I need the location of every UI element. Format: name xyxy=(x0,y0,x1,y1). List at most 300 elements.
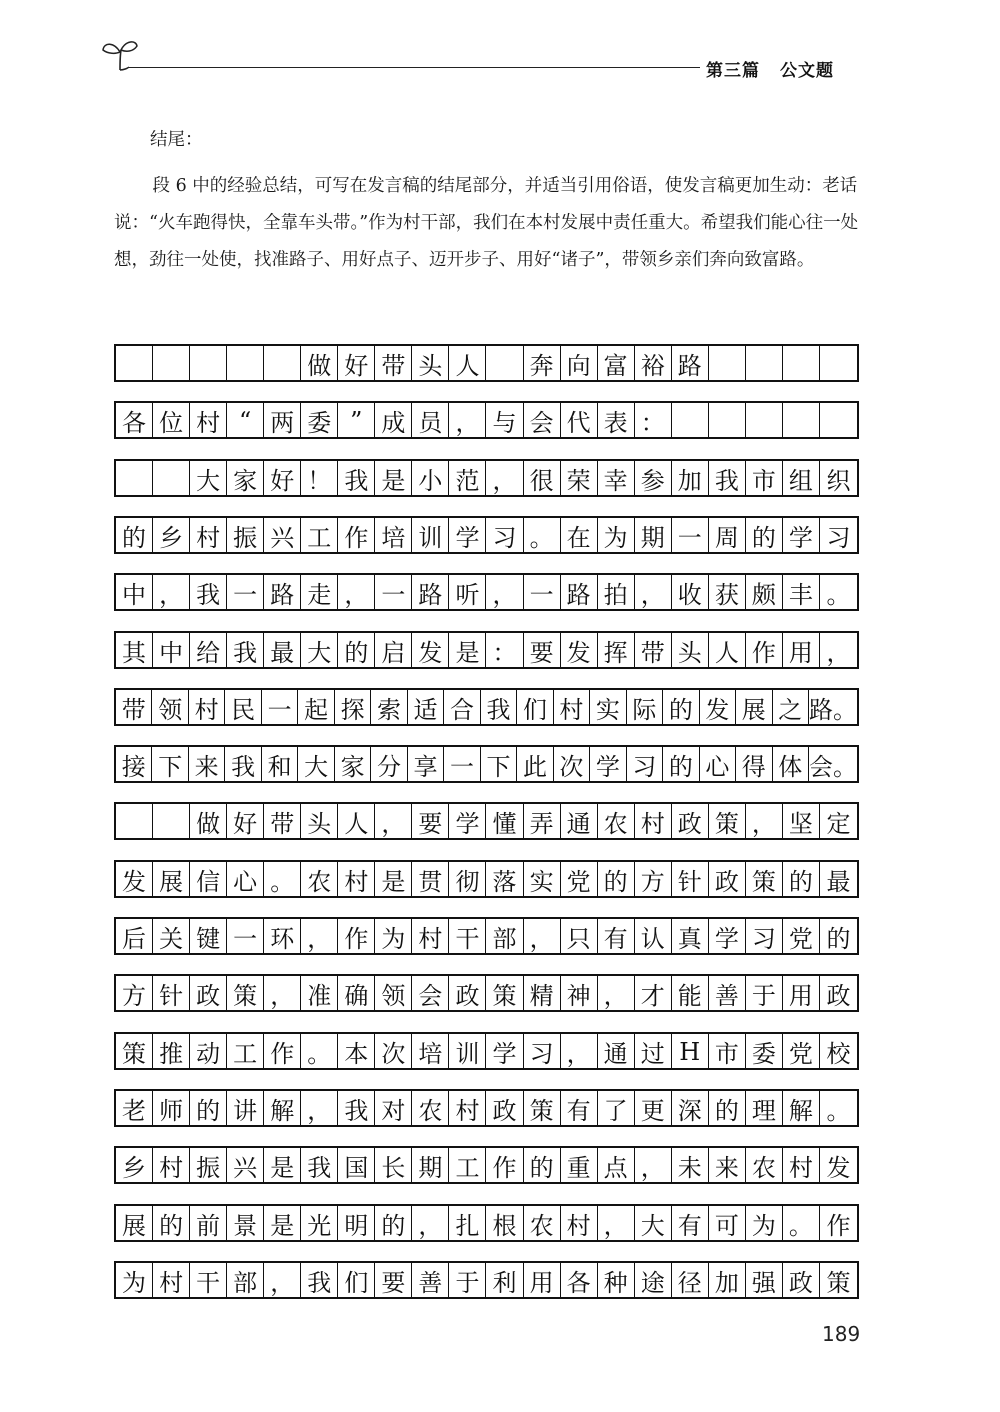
grid-cell: 神 xyxy=(561,976,598,1011)
grid-cell: 来 xyxy=(189,747,225,782)
grid-cell: 。 xyxy=(783,1206,820,1241)
grid-cell: 策 xyxy=(486,976,523,1011)
grid-cell xyxy=(153,804,190,839)
grid-cell: 只 xyxy=(561,919,598,954)
grid-cell: 适 xyxy=(408,690,444,725)
grid-cell: 探 xyxy=(335,690,371,725)
grid-cell: 中 xyxy=(153,633,190,668)
grid-cell: 是 xyxy=(375,862,412,897)
grid-cell: 各 xyxy=(116,403,153,438)
grid-cell: 光 xyxy=(301,1206,338,1241)
grid-cell: 做 xyxy=(301,346,338,381)
grid-cell: ， xyxy=(635,575,672,610)
grid-cell: 。 xyxy=(826,1097,851,1125)
grid-row xyxy=(114,573,859,611)
grid-cell: 范 xyxy=(449,461,486,496)
grid-row xyxy=(114,860,859,898)
grid-row xyxy=(114,459,859,497)
grid-cell: 奔 xyxy=(524,346,561,381)
grid-cell: 发 xyxy=(700,690,736,725)
grid-cell: 针 xyxy=(672,862,709,897)
grid-cell: 我 xyxy=(227,633,264,668)
grid-cell xyxy=(820,403,857,438)
grid-cell: 丰 xyxy=(783,575,820,610)
grid-cell: 培 xyxy=(412,1034,449,1069)
grid-cell: 期 xyxy=(412,1148,449,1183)
grid-cell: ， xyxy=(746,804,783,839)
grid-cell: 贯 xyxy=(412,862,449,897)
grid-cell: 讲 xyxy=(227,1091,264,1126)
grid-cell: 组 xyxy=(783,461,820,496)
grid-row xyxy=(114,344,859,382)
grid-cell: 用 xyxy=(783,976,820,1011)
grid-cell: 在 xyxy=(561,518,598,553)
grid-cell: 农 xyxy=(412,1091,449,1126)
grid-cell: 一 xyxy=(672,518,709,553)
grid-cell: 的 xyxy=(709,1091,746,1126)
grid-cell: 作 xyxy=(746,633,783,668)
grid-cell: 学 xyxy=(486,1034,523,1069)
grid-cell: 带 xyxy=(116,690,152,725)
grid-cell: 展 xyxy=(153,862,190,897)
grid-cell xyxy=(746,403,783,438)
grid-cell: 头 xyxy=(672,633,709,668)
grid-cell: 两 xyxy=(264,403,301,438)
grid-cell: 党 xyxy=(561,862,598,897)
grid-cell: 的 xyxy=(826,925,851,953)
grid-cell: 为 xyxy=(375,919,412,954)
grid-cell: 的 xyxy=(190,1091,227,1126)
grid-cell: 参 xyxy=(635,461,672,496)
grid-cell: ： xyxy=(635,403,672,438)
grid-cell: 确 xyxy=(338,976,375,1011)
grid-cell: 我 xyxy=(709,461,746,496)
grid-cell: 方 xyxy=(116,976,153,1011)
grid-cell: ， xyxy=(635,1148,672,1183)
grid-cell: 织 xyxy=(826,467,851,495)
grid-cell: 为 xyxy=(598,518,635,553)
grid-cell: 领 xyxy=(375,976,412,1011)
grid-cell: 路。 xyxy=(808,696,857,724)
grid-cell: 大 xyxy=(298,747,334,782)
grid-cell: 带 xyxy=(635,633,672,668)
grid-cell xyxy=(116,461,153,496)
grid-cell: 中 xyxy=(116,575,153,610)
section-subtitle: 公文题 xyxy=(780,61,834,81)
grid-cell: 路 xyxy=(412,575,449,610)
grid-cell: 路 xyxy=(264,575,301,610)
grid-cell: 次 xyxy=(375,1034,412,1069)
grid-cell: 根 xyxy=(486,1206,523,1241)
grid-cell: 展 xyxy=(116,1206,153,1241)
grid-cell: 弄 xyxy=(524,804,561,839)
grid-cell: 展 xyxy=(736,690,772,725)
grid-cell: 和 xyxy=(262,747,298,782)
grid-cell: 准 xyxy=(301,976,338,1011)
grid-cell: 头 xyxy=(301,804,338,839)
grid-cell: 习 xyxy=(486,518,523,553)
grid-row xyxy=(114,1261,859,1299)
grid-cell: 最 xyxy=(264,633,301,668)
header-rule xyxy=(128,67,700,68)
grid-cell xyxy=(709,403,746,438)
grid-cell: 其 xyxy=(116,633,153,668)
grid-row xyxy=(114,1089,859,1127)
grid-cell: 加 xyxy=(709,1263,746,1298)
grid-cell: 发 xyxy=(561,633,598,668)
grid-cell: 我 xyxy=(225,747,261,782)
grid-cell: 的 xyxy=(153,1206,190,1241)
grid-cell: 坚 xyxy=(783,804,820,839)
grid-cell: 理 xyxy=(746,1091,783,1126)
grid-cell: 更 xyxy=(635,1091,672,1126)
grid-cell: 政 xyxy=(486,1091,523,1126)
grid-cell: 政 xyxy=(449,976,486,1011)
grid-cell: 委 xyxy=(301,403,338,438)
grid-cell: 环 xyxy=(264,919,301,954)
grid-cell: 作 xyxy=(826,1212,851,1240)
grid-cell: 走 xyxy=(301,575,338,610)
grid-cell: 策 xyxy=(227,976,264,1011)
section-name: 第三篇 xyxy=(706,61,760,81)
grid-cell: 彻 xyxy=(449,862,486,897)
grid-cell: 荣 xyxy=(561,461,598,496)
grid-cell: 村 xyxy=(153,1263,190,1298)
grid-cell: 才 xyxy=(635,976,672,1011)
grid-cell: 政 xyxy=(826,982,851,1010)
grid-cell: 农 xyxy=(598,804,635,839)
grid-cell: 拍 xyxy=(598,575,635,610)
grid-cell: 我 xyxy=(190,575,227,610)
grid-cell: 本 xyxy=(338,1034,375,1069)
grid-cell: 农 xyxy=(746,1148,783,1183)
grid-cell: 善 xyxy=(412,1263,449,1298)
grid-row xyxy=(114,688,859,726)
grid-cell: 。 xyxy=(301,1034,338,1069)
grid-cell: 学 xyxy=(783,518,820,553)
grid-cell: 要 xyxy=(412,804,449,839)
grid-cell: 发 xyxy=(412,633,449,668)
grid-cell: 民 xyxy=(225,690,261,725)
grid-cell: 能 xyxy=(672,976,709,1011)
grid-cell: 。 xyxy=(826,581,851,609)
grid-cell: 的 xyxy=(338,633,375,668)
grid-cell: 有 xyxy=(598,919,635,954)
grid-cell: ， xyxy=(264,1263,301,1298)
grid-cell: 做 xyxy=(190,804,227,839)
grid-cell: ， xyxy=(486,575,523,610)
grid-cell: 下 xyxy=(152,747,188,782)
grid-cell: 富 xyxy=(598,346,635,381)
grid-cell: 信 xyxy=(190,862,227,897)
grid-cell: ， xyxy=(338,575,375,610)
grid-cell: 径 xyxy=(672,1263,709,1298)
grid-cell: 工 xyxy=(227,1034,264,1069)
grid-cell: 听 xyxy=(449,575,486,610)
grid-cell: 工 xyxy=(449,1148,486,1183)
grid-cell xyxy=(190,346,227,381)
grid-cell: 心 xyxy=(227,862,264,897)
grid-cell: 方 xyxy=(635,862,672,897)
grid-cell: 一 xyxy=(227,575,264,610)
grid-cell: 一 xyxy=(524,575,561,610)
grid-cell: 位 xyxy=(153,403,190,438)
grid-cell: ， xyxy=(598,976,635,1011)
grid-cell: 村 xyxy=(189,690,225,725)
grid-cell: 会 xyxy=(412,976,449,1011)
grid-cell: 大 xyxy=(301,633,338,668)
grid-cell: 后 xyxy=(116,919,153,954)
grid-cell: 村 xyxy=(190,518,227,553)
grid-cell: ！ xyxy=(301,461,338,496)
grid-cell: 习 xyxy=(826,524,851,552)
grid-cell: 村 xyxy=(412,919,449,954)
grid-cell: 政 xyxy=(709,862,746,897)
grid-cell: 要 xyxy=(524,633,561,668)
grid-cell: 村 xyxy=(449,1091,486,1126)
grid-cell: 干 xyxy=(449,919,486,954)
grid-cell xyxy=(264,346,301,381)
grid-cell: ， xyxy=(826,639,851,667)
grid-cell: 家 xyxy=(335,747,371,782)
grid-cell: 代 xyxy=(561,403,598,438)
grid-cell xyxy=(709,346,746,381)
grid-cell: 成 xyxy=(375,403,412,438)
grid-cell: ， xyxy=(301,1091,338,1126)
grid-cell: 深 xyxy=(672,1091,709,1126)
grid-cell: 人 xyxy=(338,804,375,839)
grid-cell: 的 xyxy=(375,1206,412,1241)
grid-cell: 颇 xyxy=(746,575,783,610)
grid-row xyxy=(114,745,859,783)
grid-cell: 幸 xyxy=(598,461,635,496)
grid-cell: ， xyxy=(301,919,338,954)
grid-cell: 一 xyxy=(375,575,412,610)
grid-cell: 各 xyxy=(561,1263,598,1298)
grid-cell: 有 xyxy=(561,1091,598,1126)
grid-cell xyxy=(116,804,153,839)
grid-cell: 点 xyxy=(598,1148,635,1183)
grid-cell: 振 xyxy=(227,518,264,553)
grid-cell: 为 xyxy=(116,1263,153,1298)
grid-cell: 的 xyxy=(663,747,699,782)
grid-cell: 策 xyxy=(826,1269,851,1297)
grid-cell: 接 xyxy=(116,747,152,782)
grid-row xyxy=(114,631,859,669)
grid-cell: ： xyxy=(486,633,523,668)
grid-cell: 强 xyxy=(746,1263,783,1298)
grid-cell: 农 xyxy=(301,862,338,897)
grid-cell: 策 xyxy=(746,862,783,897)
grid-cell: 村 xyxy=(554,690,590,725)
grid-cell: 分 xyxy=(371,747,407,782)
grid-cell: 学 xyxy=(590,747,626,782)
grid-row xyxy=(114,802,859,840)
grid-cell: 兴 xyxy=(264,518,301,553)
grid-cell: 的 xyxy=(663,690,699,725)
grid-cell: 长 xyxy=(375,1148,412,1183)
grid-cell: 路 xyxy=(672,346,709,381)
grid-cell: ， xyxy=(153,575,190,610)
page-number: 189 xyxy=(822,1322,861,1346)
grid-cell: “ xyxy=(227,403,264,438)
grid-cell: 领 xyxy=(152,690,188,725)
grid-cell: 来 xyxy=(709,1148,746,1183)
grid-cell: 重 xyxy=(561,1148,598,1183)
grid-cell: 此 xyxy=(517,747,553,782)
grid-cell: 表 xyxy=(598,403,635,438)
grid-cell: 们 xyxy=(338,1263,375,1298)
grid-cell: 向 xyxy=(561,346,598,381)
grid-cell: 市 xyxy=(709,1034,746,1069)
grid-cell: 训 xyxy=(449,1034,486,1069)
grid-cell: ” xyxy=(338,403,375,438)
grid-cell: 对 xyxy=(375,1091,412,1126)
grid-cell: 享 xyxy=(408,747,444,782)
grid-cell: 期 xyxy=(635,518,672,553)
grid-cell: 会。 xyxy=(808,753,857,781)
grid-cell xyxy=(783,346,820,381)
grid-cell: 用 xyxy=(783,633,820,668)
grid-cell: ， xyxy=(264,976,301,1011)
grid-cell: 获 xyxy=(709,575,746,610)
grid-cell: 合 xyxy=(444,690,480,725)
grid-cell xyxy=(820,346,857,381)
grid-row xyxy=(114,1204,859,1242)
grid-cell: 家 xyxy=(227,461,264,496)
grid-cell: ， xyxy=(412,1206,449,1241)
grid-cell: 的 xyxy=(746,518,783,553)
grid-cell: 推 xyxy=(153,1034,190,1069)
grid-cell: 带 xyxy=(264,804,301,839)
grid-row xyxy=(114,917,859,955)
grid-cell: 一 xyxy=(262,690,298,725)
grid-cell: 。 xyxy=(524,518,561,553)
grid-cell: 通 xyxy=(561,804,598,839)
grid-cell: 习 xyxy=(746,919,783,954)
grid-cell: 有 xyxy=(672,1206,709,1241)
grid-cell: 人 xyxy=(709,633,746,668)
grid-cell: 我 xyxy=(301,1148,338,1183)
grid-cell: 精 xyxy=(524,976,561,1011)
grid-cell: 针 xyxy=(153,976,190,1011)
grid-cell: 前 xyxy=(190,1206,227,1241)
grid-cell: 用 xyxy=(524,1263,561,1298)
grid-cell: ， xyxy=(449,403,486,438)
grid-cell: 起 xyxy=(298,690,334,725)
grid-cell: 于 xyxy=(449,1263,486,1298)
grid-cell: 最 xyxy=(826,868,851,896)
grid-cell: 乡 xyxy=(153,518,190,553)
grid-cell: 解 xyxy=(264,1091,301,1126)
grid-cell: 村 xyxy=(153,1148,190,1183)
grid-cell: 作 xyxy=(264,1034,301,1069)
grid-cell: 委 xyxy=(746,1034,783,1069)
ending-label: 结尾： xyxy=(150,130,203,150)
grid-cell: 懂 xyxy=(486,804,523,839)
grid-cell xyxy=(746,346,783,381)
grid-cell: 村 xyxy=(338,862,375,897)
grid-cell: 是 xyxy=(264,1148,301,1183)
grid-cell xyxy=(227,346,264,381)
grid-row xyxy=(114,401,859,439)
grid-cell xyxy=(486,346,523,381)
grid-cell: 际 xyxy=(627,690,663,725)
grid-cell: 明 xyxy=(338,1206,375,1241)
grid-cell: 。 xyxy=(264,862,301,897)
grid-cell: 工 xyxy=(301,518,338,553)
grid-cell: 学 xyxy=(709,919,746,954)
grid-cell: 政 xyxy=(190,976,227,1011)
grid-cell: 的 xyxy=(116,518,153,553)
grid-cell: 策 xyxy=(524,1091,561,1126)
grid-cell: 人 xyxy=(449,346,486,381)
grid-cell: 下 xyxy=(481,747,517,782)
grid-cell: 过 xyxy=(635,1034,672,1069)
grid-cell: 部 xyxy=(227,1263,264,1298)
grid-cell: 实 xyxy=(590,690,626,725)
grid-cell xyxy=(783,403,820,438)
grid-cell: 解 xyxy=(783,1091,820,1126)
grid-cell: 市 xyxy=(746,461,783,496)
grid-cell: 政 xyxy=(783,1263,820,1298)
grid-cell: 习 xyxy=(524,1034,561,1069)
grid-cell: 村 xyxy=(635,804,672,839)
grid-cell: 我 xyxy=(301,1263,338,1298)
section-title xyxy=(706,56,834,81)
grid-cell: 实 xyxy=(524,862,561,897)
grid-cell: 加 xyxy=(672,461,709,496)
grid-cell: 种 xyxy=(598,1263,635,1298)
grid-cell: 村 xyxy=(783,1148,820,1183)
grid-cell: ， xyxy=(561,1034,598,1069)
grid-cell: 体 xyxy=(773,747,809,782)
grid-cell: 好 xyxy=(338,346,375,381)
ending-paragraph: 段 6 中的经验总结，可写在发言稿的结尾部分，并适当引用俗语，使发言稿更加生动：老话说：“火车跑得快，全靠车头带。”作为村干部，我们在本村发展中责任重大。希望我们能心往一处想，劲往一处使，找准路子、用好点子、迈开步子、用好“诸子”，带领乡亲们奔向致富路。 xyxy=(114,176,859,270)
grid-cell: 训 xyxy=(412,518,449,553)
grid-cell: 未 xyxy=(672,1148,709,1183)
grid-cell: 我 xyxy=(338,1091,375,1126)
grid-cell: 策 xyxy=(709,804,746,839)
grid-cell: 大 xyxy=(635,1206,672,1241)
grid-cell: 作 xyxy=(338,919,375,954)
grid-cell: 启 xyxy=(375,633,412,668)
grid-cell: 一 xyxy=(227,919,264,954)
grid-cell: 干 xyxy=(190,1263,227,1298)
grid-cell: 了 xyxy=(598,1091,635,1126)
grid-cell: H xyxy=(672,1034,709,1069)
grid-cell: 很 xyxy=(524,461,561,496)
grid-cell: 裕 xyxy=(635,346,672,381)
grid-cell: 给 xyxy=(190,633,227,668)
grid-cell: ， xyxy=(486,461,523,496)
grid-cell: 作 xyxy=(486,1148,523,1183)
grid-cell: 好 xyxy=(227,804,264,839)
grid-cell: 的 xyxy=(598,862,635,897)
grid-cell: 好 xyxy=(264,461,301,496)
grid-cell: 发 xyxy=(116,862,153,897)
grid-row xyxy=(114,516,859,554)
grid-cell: 为 xyxy=(746,1206,783,1241)
grid-cell: 收 xyxy=(672,575,709,610)
grid-cell: 认 xyxy=(635,919,672,954)
grid-cell: 会 xyxy=(524,403,561,438)
grid-cell: 一 xyxy=(444,747,480,782)
grid-cell: ， xyxy=(524,919,561,954)
grid-cell: ， xyxy=(598,1206,635,1241)
grid-cell: 要 xyxy=(375,1263,412,1298)
grid-cell: ， xyxy=(375,804,412,839)
